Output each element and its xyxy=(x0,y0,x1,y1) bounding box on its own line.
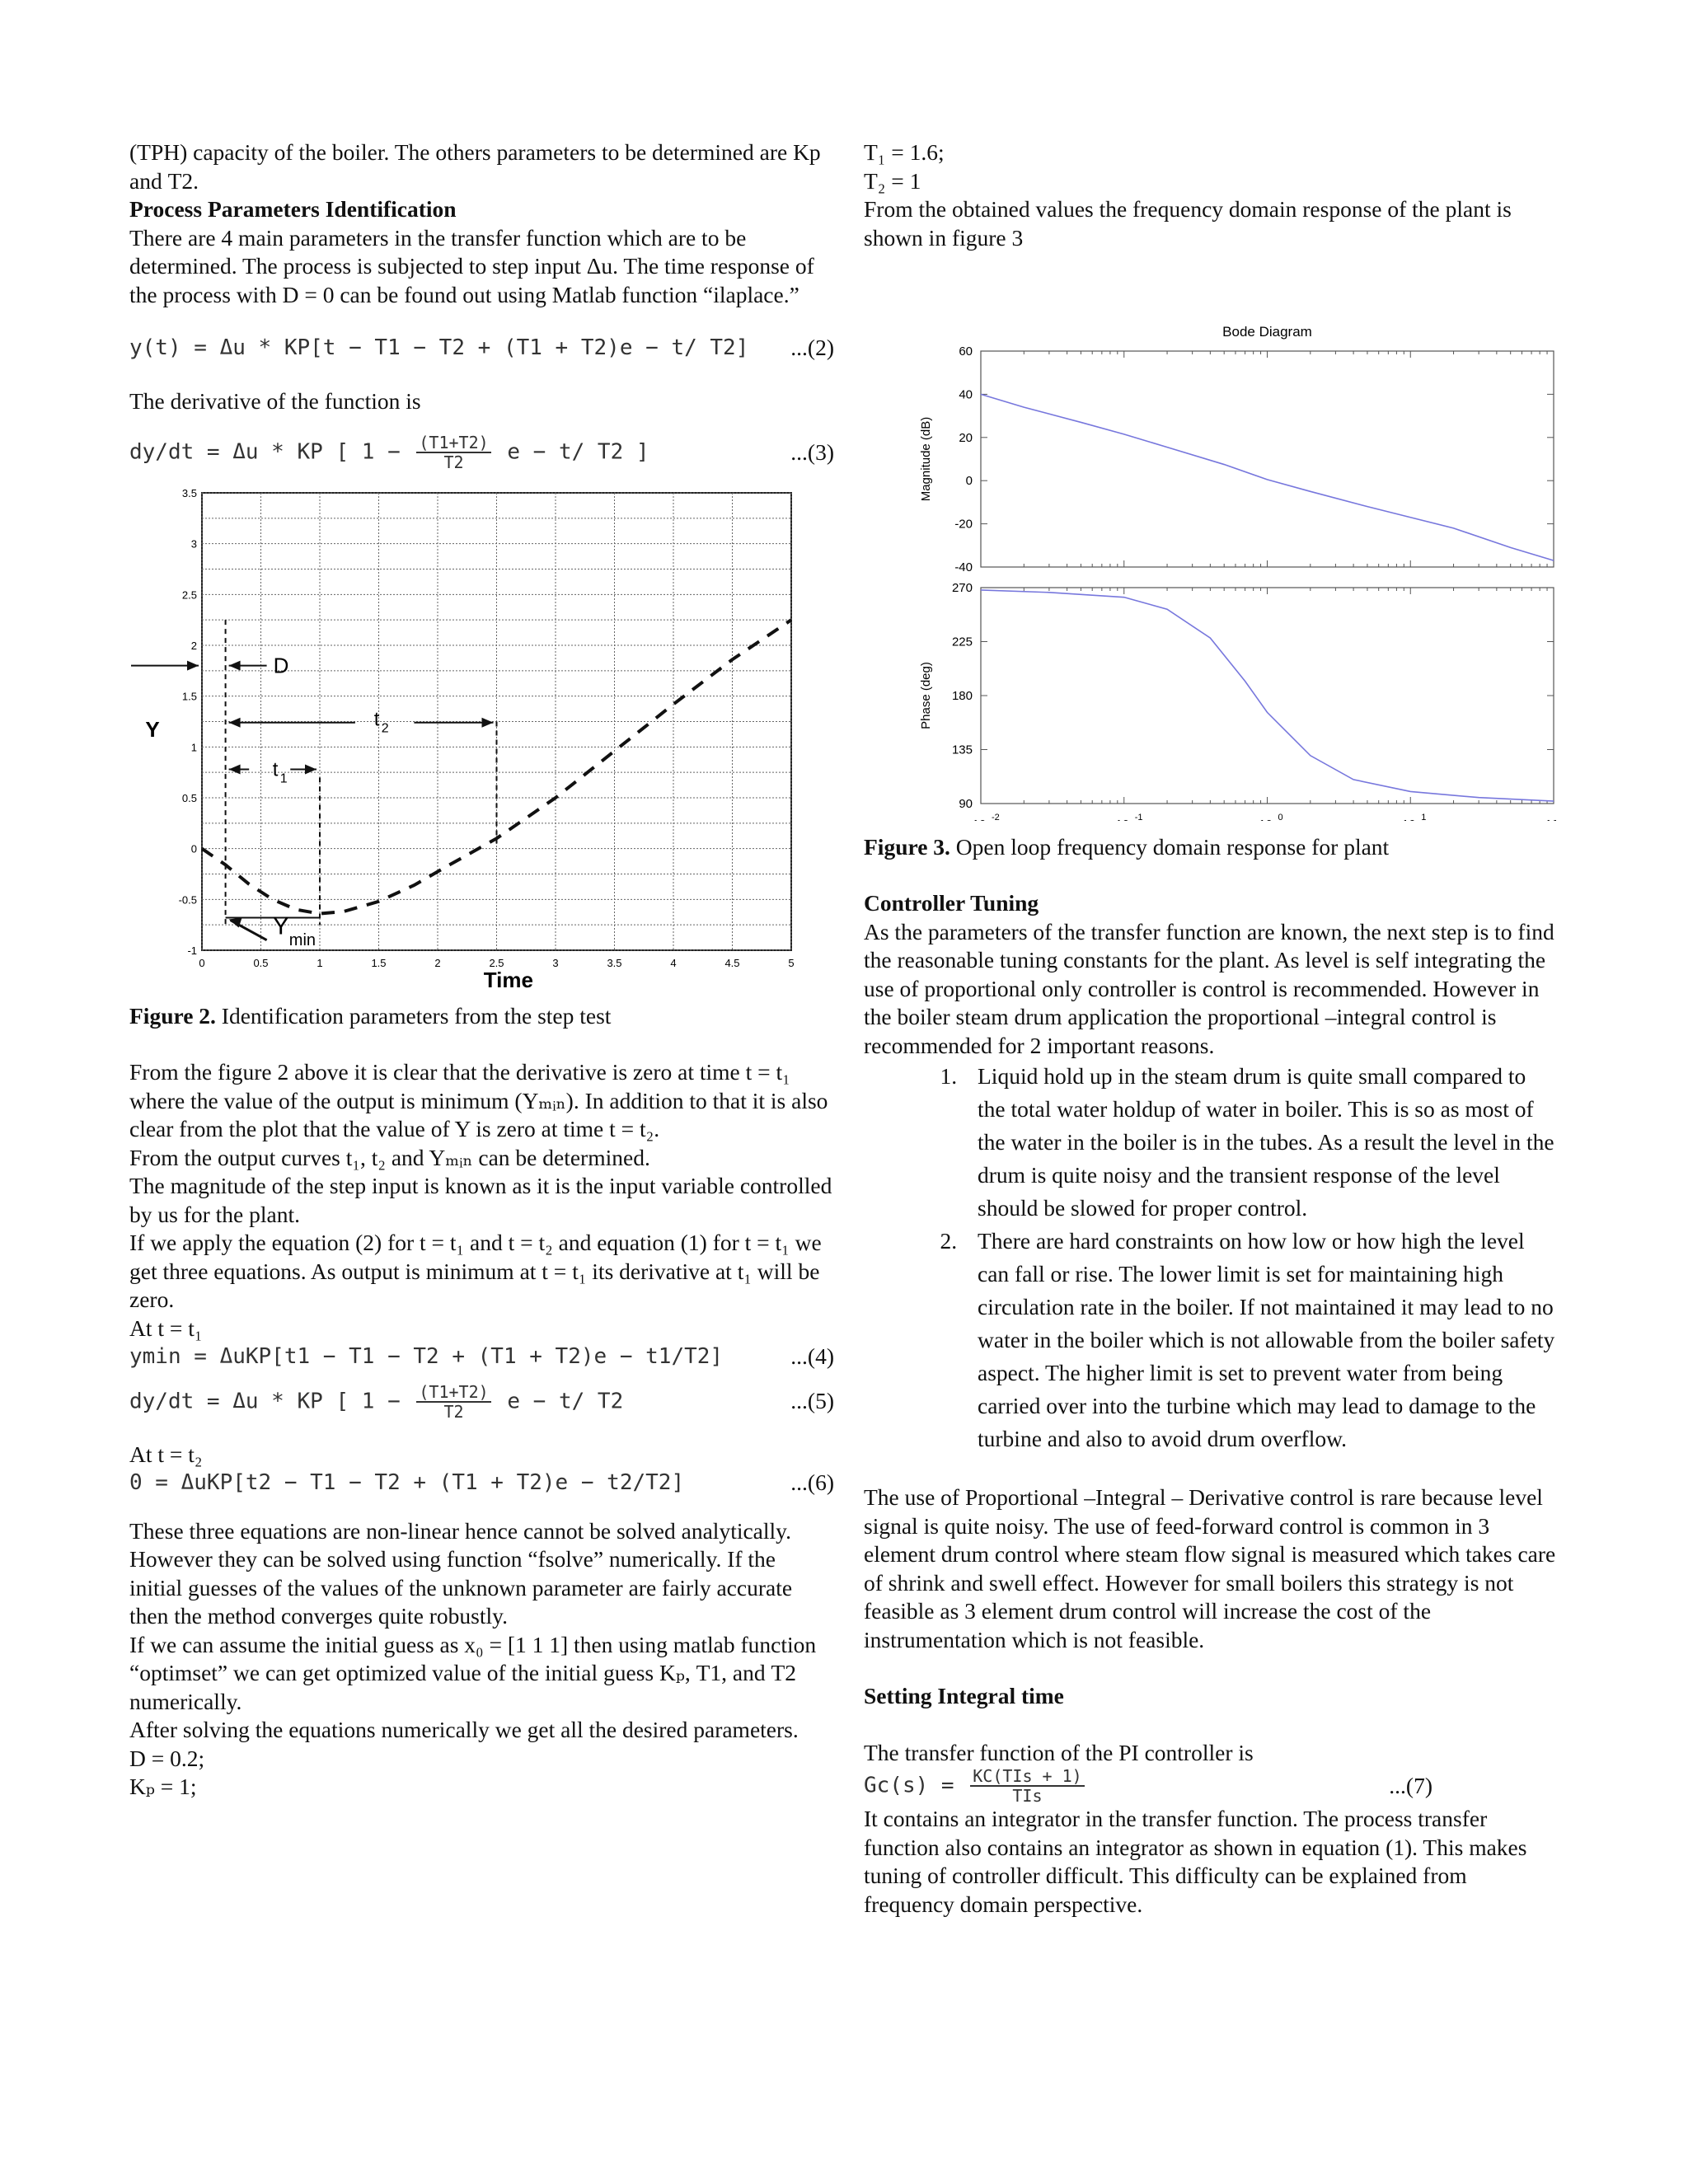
bode-x-tick-label xyxy=(1545,818,1556,821)
value-d: D = 0.2; xyxy=(129,1745,205,1771)
equation-6 xyxy=(129,1469,834,1497)
bode-y-tick-label: 90 xyxy=(959,797,973,811)
y-tick-label: 1.5 xyxy=(181,690,197,703)
bode-y-tick-label: 270 xyxy=(951,581,973,595)
at-t2-label: At t = t₂ xyxy=(129,1441,203,1467)
annotation-t2-sub: 2 xyxy=(381,721,389,736)
bode-y-tick-label: -40 xyxy=(954,560,973,574)
list-item: 2. There are hard constraints on how low or how high the level can fall or rise. The lower limit is set for maintaining high circulation rate in the boiler. If not maintained it may lead to no water in the boiler which is not allowable from the boiler safety aspect. The higher limit is set to prevent water from being carried over into the turbine which may lead to damage to the turbine and also to avoid drum overflow. xyxy=(963,1225,1556,1455)
bode-x-tick-label xyxy=(1402,818,1416,821)
d-arrowhead-left xyxy=(187,661,199,671)
value-t1: Τ₁ = 1.6; xyxy=(864,139,945,165)
bode-x-tick-label xyxy=(973,818,987,821)
heading-controller-tuning: Controller Tuning xyxy=(864,890,1039,916)
y-tick-label: 2 xyxy=(190,640,197,652)
equation-5-number: ...(5) xyxy=(790,1388,834,1414)
bode-panel-frame xyxy=(981,588,1554,804)
y-tick-label: 1 xyxy=(190,741,197,754)
equation-6-text: 0 = ΔuKP[t2 − Τ1 − Τ2 + (Τ1 + Τ2)e − t2/Τ2] xyxy=(129,1470,685,1495)
right-column xyxy=(864,138,1556,1919)
heading-process-parameters: Process Parameters Identification xyxy=(129,196,457,222)
derivative-paragraph: The derivative of the function is xyxy=(129,387,421,414)
bode-x-tick-exponent: 1 xyxy=(1421,813,1427,821)
pid-paragraph: The use of Proportional –Integral – Derivative control is rare because level signal is quite noisy. The use of feed-forward control is common in 3 element drum control where steam flow signal is measured which takes care of shrink and swell effect. However for small boilers this strategy is not feasible as 3 element drum control will increase the cost of the instrumentation which is not feasible. xyxy=(864,1484,1556,1652)
equation-2 xyxy=(129,334,834,363)
integrator-paragraph: It contains an integrator in the transfer function. The process transfer function also contains an integrator as shown in equation (1). This makes tuning of controller difficult. This difficulty can be explained from frequency domain perspective. xyxy=(864,1806,1527,1917)
equation-2-text: y(t) = Δu * KP[t − Τ1 − Τ2 + (Τ1 + Τ2)e − t/ Τ2] xyxy=(129,335,749,360)
controller-tuning-paragraph: As the parameters of the transfer function are known, the next step is to find the reasonable tuning constants for the plant. As level is self integrating the use of proportional only controller is control is recommended. However in the boiler steam drum application the proportional –integral control is recommended for 2 important reasons. xyxy=(864,918,1554,1058)
figure-3-caption: Figure 3. Open loop frequency domain response for plant xyxy=(864,833,1390,860)
fig2-paragraph-2: From the output curves t₁, t₂ and Yₘᵢₙ can be determined. xyxy=(129,1144,650,1170)
x-axis-label: Time xyxy=(483,968,533,990)
figure-2-caption: Figure 2. Identification parameters from the step test xyxy=(129,1002,612,1029)
nonlinear-paragraph: These three equations are non-linear hence cannot be solved analytically. However they can be solved using function “fsolve” numerically. If the initial guesses of the values of the unknown parameter are fairly accurate then the method converges quite robustly. xyxy=(129,1517,793,1629)
equation-7-number: ...(7) xyxy=(1389,1772,1432,1798)
heading-setting-integral-time: Setting Integral time xyxy=(864,1683,1064,1708)
equation-7 xyxy=(864,1767,1556,1805)
equation-3-fraction: $\frac{(T1+T2)}{T2}$ xyxy=(416,434,490,471)
y-axis-label: Y xyxy=(145,717,160,742)
x-tick-label: 5 xyxy=(788,957,795,969)
x-tick-label: 4.5 xyxy=(724,957,740,969)
bode-y-tick-label: 0 xyxy=(965,474,973,489)
bode-y-tick-label: 60 xyxy=(959,344,973,359)
x-tick-label: 3.5 xyxy=(607,957,622,969)
annotation-t1: t xyxy=(272,758,279,781)
x-tick-label: 1.5 xyxy=(371,957,387,969)
value-kp: Kₚ = 1; xyxy=(129,1774,197,1799)
value-t2: Τ₂ = 1 xyxy=(864,167,921,194)
ppi-paragraph: There are 4 main parameters in the transfer function which are to be determined. The process is subjected to step input Δu. The time response of the process with D = 0 can be found out using Matlab function “ilaplace.” xyxy=(129,224,814,307)
initial-guess-paragraph: If we can assume the initial guess as x₀ = [1 1 1] then using matlab function “optimset” we can get optimized value of the initial guess Kₚ, Τ1, and Τ2 numerically. xyxy=(129,1631,817,1714)
fig2-paragraph-4: If we apply the equation (2) for t = t₁ and t = t₂ and equation (1) for t = t₁ we get three equations. As output is minimum at t = t₁ its derivative at t₁ will be zero. xyxy=(129,1230,822,1312)
equation-4-number: ...(4) xyxy=(790,1343,834,1369)
annotation-d: D xyxy=(273,653,289,678)
bode-y-tick-label: -20 xyxy=(954,517,973,532)
y-tick-label: -1 xyxy=(187,944,197,957)
bode-x-tick-label xyxy=(1259,818,1273,821)
intro-paragraph: (TPH) capacity of the boiler. The others parameters to be determined are Kp and Τ2. xyxy=(129,139,821,194)
bode-y-tick-label: 225 xyxy=(951,635,973,649)
equation-5 xyxy=(129,1383,834,1421)
annotation-t1-sub: 1 xyxy=(279,771,288,786)
equation-6-number: ...(6) xyxy=(790,1469,834,1495)
figure-3-bode-chart xyxy=(864,252,1556,821)
after-solving-paragraph: After solving the equations numerically we get all the desired parameters. xyxy=(129,1717,799,1742)
bode-y-tick-label: 135 xyxy=(951,743,973,757)
y-tick-label: 0.5 xyxy=(181,792,197,804)
x-tick-label: 2.5 xyxy=(489,957,504,969)
at-t1-label: At t = t₁ xyxy=(129,1315,203,1341)
fig2-paragraph-3: The magnitude of the step input is known as it is the input variable controlled by us for the plant. xyxy=(129,1173,832,1227)
fig2-paragraph-1: From the figure 2 above it is clear that the derivative is zero at time t = t₁ where the value of the output is minimum (Yₘᵢₙ). In addition to that it is also clear from the plot that the value of Y is zero at time t = t₂. xyxy=(129,1059,828,1141)
equation-3-number: ...(3) xyxy=(790,438,834,465)
list-item: 1. Liquid hold up in the steam drum is quite small compared to the total water holdup of water in boiler. This is so as most of the water in the boiler is in the tubes. As a result the level in the drum is quite noisy and the transient response of the level should be slowed for proper control. xyxy=(963,1060,1556,1225)
equation-3 xyxy=(129,434,834,471)
x-tick-label: 0 xyxy=(199,957,205,969)
annotation-ymin-sub: min xyxy=(288,930,316,949)
x-tick-label: 4 xyxy=(670,957,677,969)
x-tick-label: 2 xyxy=(434,957,441,969)
equation-3-rhs: e − t/ Τ2 ] xyxy=(507,439,649,465)
x-tick-label: 0.5 xyxy=(253,957,269,969)
bode-y-tick-label: 180 xyxy=(951,689,973,703)
equation-7-fraction: $\frac{\text{KC(ΤIs + 1)}}{\text{ΤIs}}$ xyxy=(970,1767,1084,1805)
figure-2-chart xyxy=(129,483,822,990)
equation-2-number: ...(2) xyxy=(790,335,834,360)
annotation-ymin: Y xyxy=(272,912,289,940)
bode-title: Bode Diagram xyxy=(1222,324,1312,340)
left-column xyxy=(129,138,834,1802)
bode-x-tick-exponent: -1 xyxy=(1134,813,1143,821)
bode-x-tick-exponent: 0 xyxy=(1278,813,1283,821)
x-tick-label: 1 xyxy=(316,957,323,969)
y-tick-label: 0 xyxy=(190,842,197,855)
equation-5-lhs: dy/dt = Δu * KP [ 1 − xyxy=(129,1389,401,1413)
y-tick-label: -0.5 xyxy=(178,893,197,907)
equation-5-rhs: e − t/ Τ2 xyxy=(507,1389,624,1413)
obtained-paragraph: From the obtained values the frequency domain response of the plant is shown in figure 3 xyxy=(864,196,1512,251)
equation-5-fraction: $\frac{(T1+T2)}{T2}$ xyxy=(416,1383,490,1421)
bode-x-tick-label xyxy=(1115,818,1129,821)
equation-4-text: ymin = ΔuKP[t1 − Τ1 − Τ2 + (Τ1 + Τ2)e − t1/Τ2] xyxy=(129,1344,724,1369)
bode-x-tick-exponent: -2 xyxy=(992,813,1000,821)
bode-y-tick-label: 40 xyxy=(959,387,973,402)
x-tick-label: 3 xyxy=(552,957,559,969)
y-tick-label: 3.5 xyxy=(181,487,197,499)
y-tick-label: 3 xyxy=(190,537,197,551)
transfer-function-paragraph: The transfer function of the PI controller is xyxy=(864,1739,1254,1765)
equation-3-lhs: dy/dt = Δu * KP [ 1 − xyxy=(129,439,401,465)
bode-y-tick-label: 20 xyxy=(959,430,973,445)
bode-panel-frame xyxy=(981,351,1554,567)
equation-4 xyxy=(129,1343,834,1371)
bode-y-axis-label: Magnitude (dB) xyxy=(919,416,933,502)
bode-y-axis-label: Phase (deg) xyxy=(919,662,933,729)
y-tick-label: 2.5 xyxy=(181,588,197,602)
reasons-list xyxy=(864,1060,1556,1455)
annotation-t2: t xyxy=(373,708,380,731)
equation-7-lhs: Gc(s) = xyxy=(864,1773,954,1798)
